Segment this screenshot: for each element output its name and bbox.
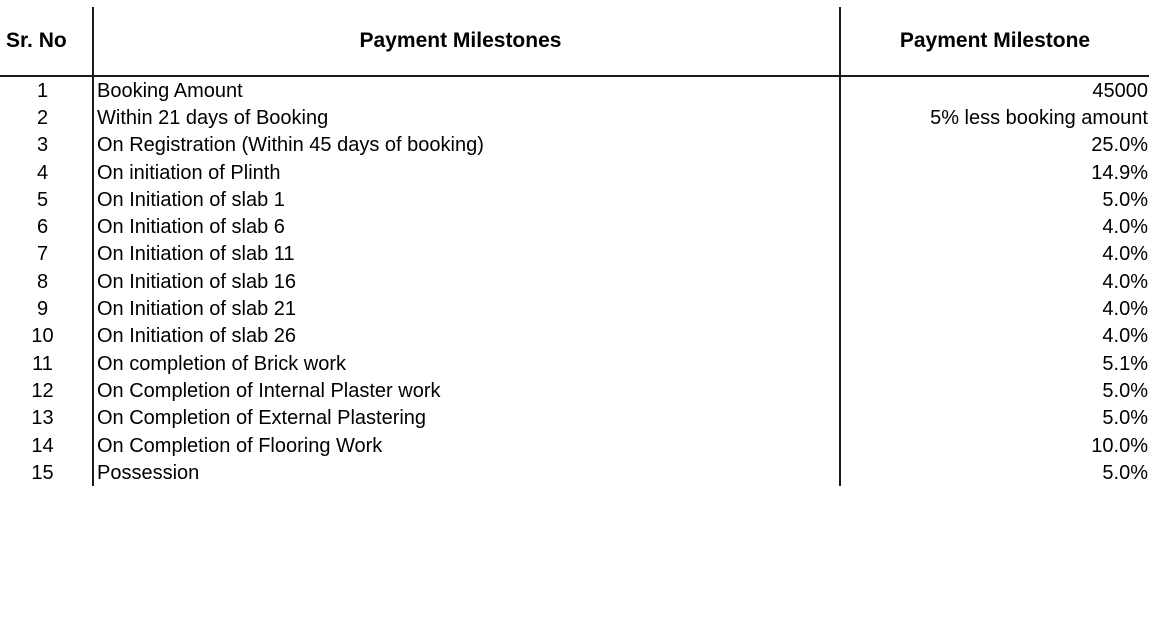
row-milestone: On Registration (Within 45 days of booking) [93,132,840,159]
row-sr-no: 10 [0,323,93,350]
table-row [0,186,1149,213]
table-header [0,7,1149,76]
row-sr-no: 9 [0,295,93,322]
row-amount: 5.1% [840,350,1149,377]
table-row [0,405,1149,432]
row-milestone: Possession [93,459,840,486]
row-milestone: On completion of Brick work [93,350,840,377]
table-row [0,295,1149,322]
row-milestone: On initiation of Plinth [93,159,840,186]
row-milestone: On Initiation of slab 6 [93,213,840,240]
row-sr-no: 5 [0,186,93,213]
row-sr-no: 8 [0,268,93,295]
row-milestone: Booking Amount [93,76,840,104]
table-body [0,76,1149,486]
row-amount: 5.0% [840,405,1149,432]
header-payment-milestone: Payment Milestone [840,7,1149,76]
row-amount: 5% less booking amount [840,104,1149,131]
row-sr-no: 12 [0,377,93,404]
row-amount: 4.0% [840,213,1149,240]
row-sr-no: 11 [0,350,93,377]
row-sr-no: 6 [0,213,93,240]
table-row [0,350,1149,377]
row-amount: 5.0% [840,459,1149,486]
table-row [0,159,1149,186]
table-row [0,268,1149,295]
row-milestone: On Initiation of slab 21 [93,295,840,322]
row-amount: 25.0% [840,132,1149,159]
row-sr-no: 1 [0,76,93,104]
row-milestone: On Completion of Flooring Work [93,432,840,459]
header-payment-milestones: Payment Milestones [93,7,840,76]
row-milestone: On Completion of Internal Plaster work [93,377,840,404]
row-amount: 14.9% [840,159,1149,186]
row-milestone: On Initiation of slab 1 [93,186,840,213]
row-sr-no: 2 [0,104,93,131]
table-row [0,104,1149,131]
table-row [0,76,1149,104]
row-sr-no: 3 [0,132,93,159]
table-row [0,241,1149,268]
row-sr-no: 14 [0,432,93,459]
table-row [0,459,1149,486]
row-sr-no: 4 [0,159,93,186]
header-sr-no: Sr. No [0,7,93,76]
row-amount: 5.0% [840,186,1149,213]
row-sr-no: 13 [0,405,93,432]
table-row [0,377,1149,404]
payment-milestones-table [0,7,1149,486]
row-amount: 45000 [840,76,1149,104]
header-row [0,7,1149,76]
row-sr-no: 7 [0,241,93,268]
row-milestone: On Initiation of slab 11 [93,241,840,268]
row-amount: 10.0% [840,432,1149,459]
row-milestone: On Initiation of slab 16 [93,268,840,295]
table-row [0,132,1149,159]
row-amount: 4.0% [840,268,1149,295]
table-row [0,323,1149,350]
row-sr-no: 15 [0,459,93,486]
row-milestone: On Initiation of slab 26 [93,323,840,350]
table-row [0,213,1149,240]
row-amount: 5.0% [840,377,1149,404]
row-milestone: Within 21 days of Booking [93,104,840,131]
row-amount: 4.0% [840,295,1149,322]
row-amount: 4.0% [840,241,1149,268]
row-amount: 4.0% [840,323,1149,350]
row-milestone: On Completion of External Plastering [93,405,840,432]
table-row [0,432,1149,459]
